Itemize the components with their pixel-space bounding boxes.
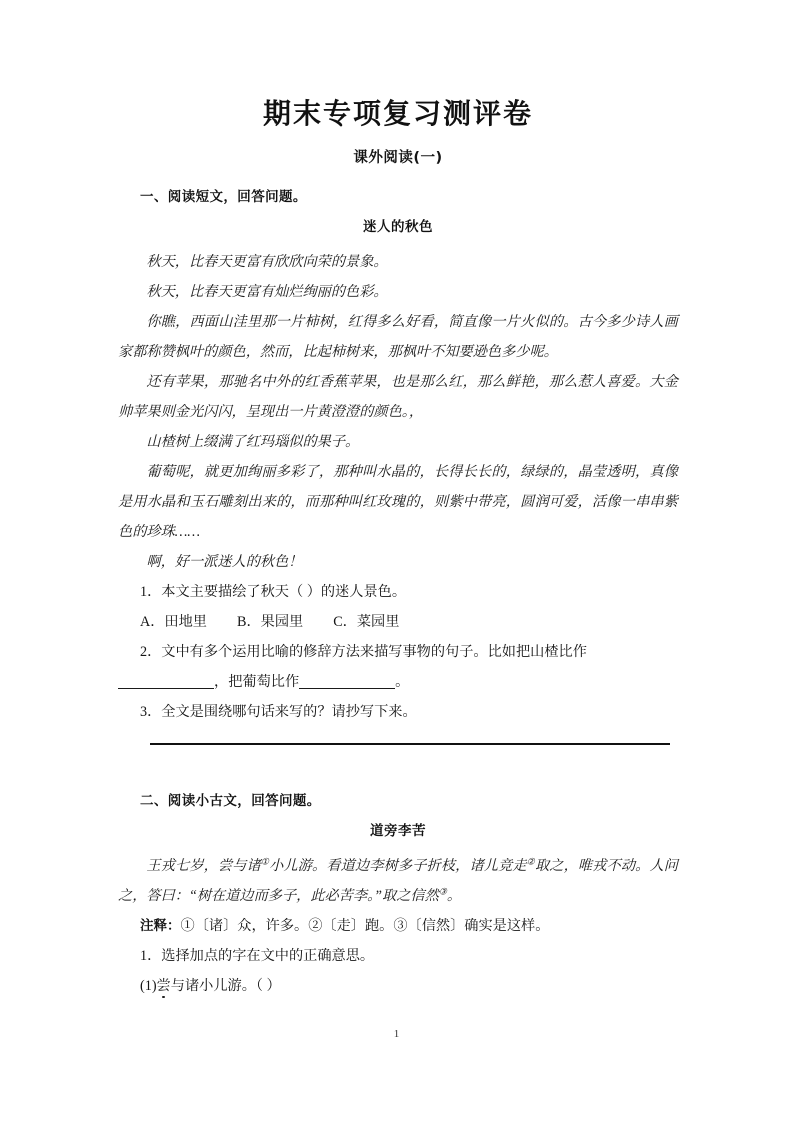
page-title: 期末专项复习测评卷	[262, 97, 533, 130]
sub-item-prefix: (1)	[140, 978, 157, 994]
answer-blank[interactable]	[118, 688, 214, 689]
question-2-blanks	[118, 667, 678, 697]
question-2-terminator: 。	[395, 674, 410, 690]
content-column	[118, 0, 678, 1001]
question-2-connector: ，把葡萄比作	[214, 674, 300, 690]
question-1-options	[118, 607, 678, 637]
section-two-heading: 二、阅读小古文，回答问题。	[140, 793, 321, 809]
footnotes-label: 注释：	[140, 918, 181, 934]
section-two-question-1-sub-1	[118, 971, 678, 1001]
emphasized-character: 尝	[156, 978, 171, 994]
option-c[interactable]: C．菜园里	[333, 614, 400, 630]
paragraph: 秋天，比春天更富有灿烂绚丽的色彩。	[146, 284, 388, 300]
paragraph: 葡萄呢，就更加绚丽多彩了，那种叫水晶的，长得长长的，绿绿的，晶莹透明，真像是用水晶和玉石雕刻出来的，而那种叫红玫瑰的，则紫中带亮，圆润可爱，活像一串串紫色的珍珠……	[118, 464, 678, 540]
question-1: 1．本文主要描绘了秋天（ ）的迷人景色。	[140, 584, 407, 600]
option-b[interactable]: B．果园里	[237, 614, 304, 630]
classical-run-3: 取之，唯戎不动。人问之，答曰：“树在道边而多子，此必苦李。”取之信然	[118, 858, 678, 904]
paragraph: 还有苹果，那驰名中外的红香蕉苹果，也是那么红，那么鲜艳，那么惹人喜爱。大金帅苹果则金光闪闪，呈现出一片黄澄澄的颜色。，	[118, 374, 678, 420]
section-one-heading: 一、阅读短文，回答问题。	[140, 189, 307, 205]
paragraph: 啊，好一派迷人的秋色！	[146, 554, 303, 570]
footnote-marker-2: ②	[526, 856, 535, 867]
classical-run-2: 小儿游。看道边李树多子折枝，诸儿竞走	[269, 858, 527, 874]
answer-blank[interactable]	[299, 688, 395, 689]
page-subtitle: 课外阅读(一)	[353, 150, 443, 166]
section-one-piece-title: 迷人的秋色	[363, 219, 433, 235]
question-2-text: 2．文中有多个运用比喻的修辞方法来描写事物的句子。比如把山楂比作	[140, 644, 587, 660]
page-number: 1	[393, 1028, 400, 1040]
sub-item-rest: 与诸小儿游。（ ）	[170, 978, 281, 994]
paragraph: 山楂树上缀满了红玛瑙似的果子。	[146, 434, 360, 450]
classical-run-1: 王戎七岁，尝与诸	[146, 858, 261, 874]
question-3: 3．全文是围绕哪句话来写的？请抄写下来。	[140, 704, 417, 720]
section-two-piece-title: 道旁李苦	[370, 823, 426, 839]
classical-run-4: 。	[446, 888, 462, 904]
footnotes	[118, 911, 678, 941]
option-a[interactable]: A．田地里	[140, 614, 207, 630]
question-2	[118, 637, 678, 667]
footnotes-text: ①〔诸〕众，许多。②〔走〕跑。③〔信然〕确实是这样。	[180, 918, 550, 934]
classical-passage	[118, 851, 678, 911]
footnote-marker-3: ③	[438, 886, 447, 897]
footnote-marker-1: ①	[260, 856, 270, 867]
paragraph: 秋天，比春天更富有欣欣向荣的景象。	[146, 254, 388, 270]
section-two-question-1: 1．选择加点的字在文中的正确意思。	[140, 948, 375, 964]
paragraph: 你瞧，西面山洼里那一片柿树，红得多么好看，简直像一片火似的。古今多少诗人画家都称赞枫叶的颜色，然而，比起柿树来，那枫叶不知要逊色多少呢。	[118, 314, 678, 360]
